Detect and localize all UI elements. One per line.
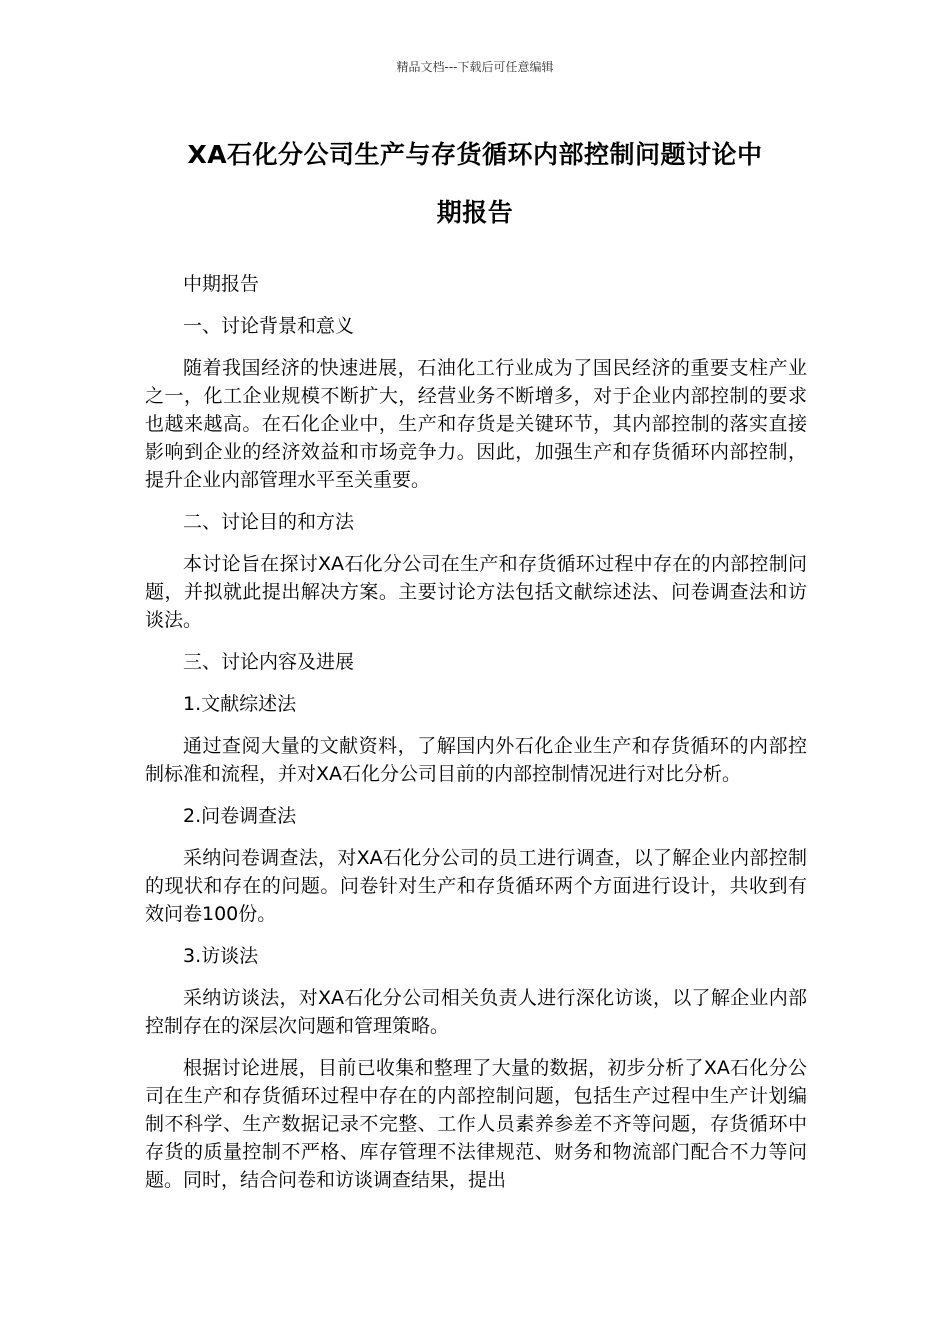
subsection-heading: 2.问卷调查法 (183, 805, 297, 827)
section-heading: 二、讨论目的和方法 (183, 511, 355, 533)
title-line-2: 期报告 (436, 198, 514, 227)
body-paragraph: 通过查阅大量的文献资料，了解国内外石化企业生产和存货循环的内部控制标准和流程，并对XA石化分公司目前的内部控制情况进行对比分析。 (145, 735, 807, 785)
section-heading: 三、讨论内容及进展 (183, 651, 355, 673)
section-heading: 一、讨论背景和意义 (183, 315, 355, 337)
body-paragraph: 随着我国经济的快速进展，石油化工行业成为了国民经济的重要支柱产业之一，化工企业规模不断扩大，经营业务不断增多，对于企业内部控制的要求也越来越高。在石化企业中，生产和存货是关键环节，其内部控制的落实直接影响到企业的经济效益和市场竞争力。因此，加强生产和存货循环内部控制，提升企业内部管理水平至关重要。 (145, 357, 807, 491)
document-body (145, 270, 807, 1208)
section-label: 中期报告 (183, 273, 260, 295)
title-line-1: XA石化分公司生产与存货循环内部控制问题讨论中 (187, 140, 763, 169)
body-paragraph: 本讨论旨在探讨XA石化分公司在生产和存货循环过程中存在的内部控制问题，并拟就此提出解决方案。主要讨论方法包括文献综述法、问卷调查法和访谈法。 (145, 553, 807, 631)
body-paragraph: 根据讨论进展，目前已收集和整理了大量的数据，初步分析了XA石化分公司在生产和存货循环过程中存在的内部控制问题，包括生产过程中生产计划编制不科学、生产数据记录不完整、工作人员素养参差不齐等问题，存货循环中存货的质量控制不严格、库存管理不法律规范、财务和物流部门配合不力等问题。同时，结合问卷和访谈调查结果，提出 (145, 1057, 807, 1191)
body-paragraph: 采纳问卷调查法，对XA石化分公司的员工进行调查，以了解企业内部控制的现状和存在的问题。问卷针对生产和存货循环两个方面进行设计，共收到有效问卷100份。 (145, 847, 807, 925)
document-title (130, 126, 820, 242)
subsection-heading: 3.访谈法 (183, 945, 259, 967)
subsection-heading: 1.文献综述法 (183, 693, 297, 715)
body-paragraph: 采纳访谈法，对XA石化分公司相关负责人进行深化访谈，以了解企业内部控制存在的深层次问题和管理策略。 (145, 987, 807, 1037)
page-header: 精品文档---下载后可任意编辑 (396, 60, 554, 74)
